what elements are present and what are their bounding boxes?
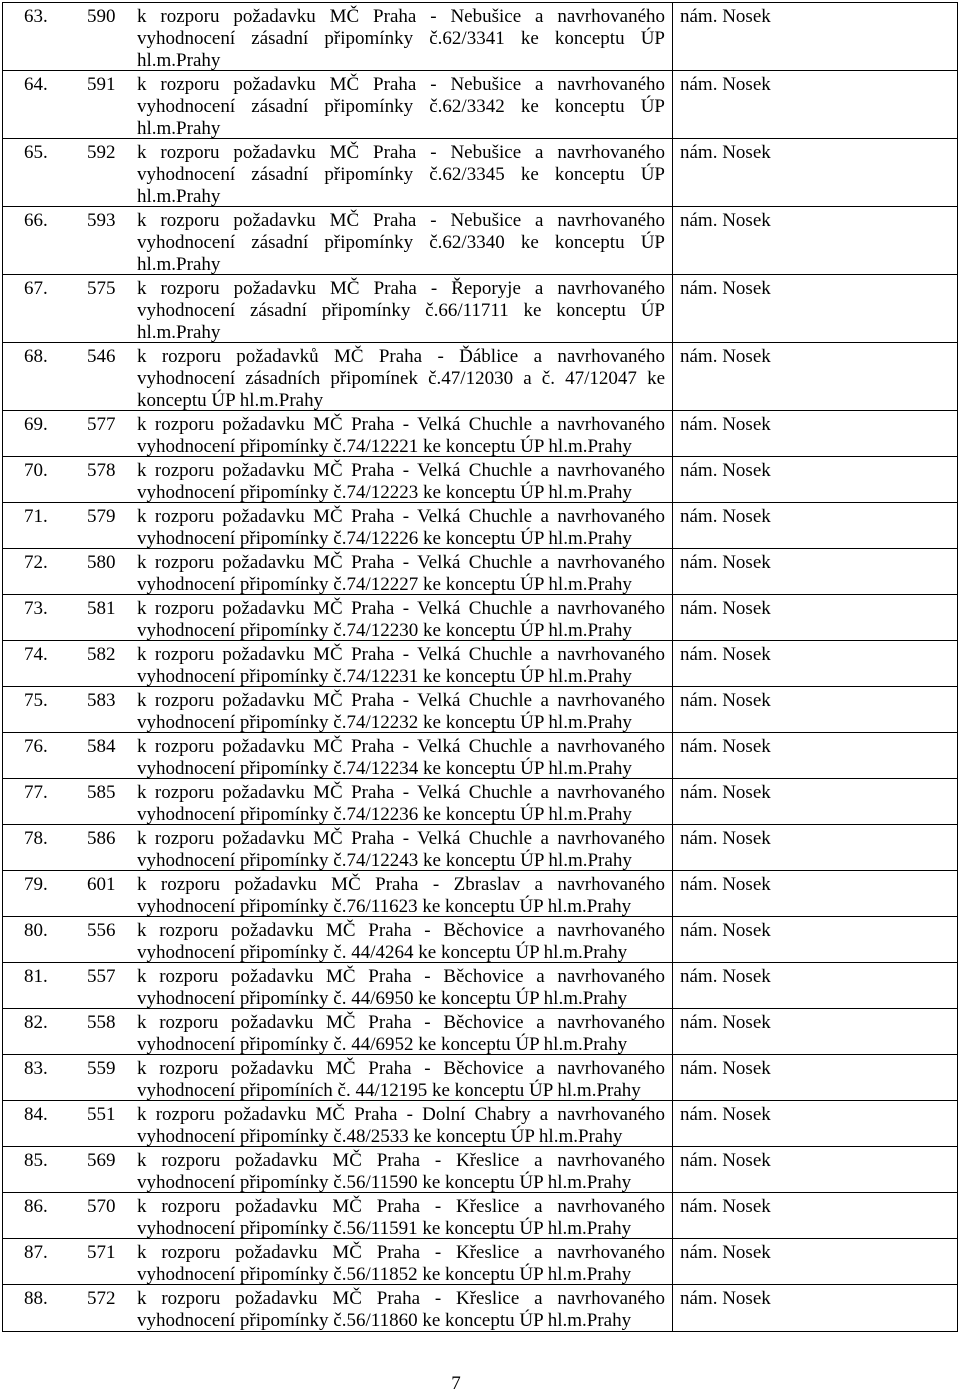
responsible-person: nám. Nosek: [680, 966, 771, 987]
description-line: k rozporu požadavku MČ Praha - Běchovice a navrhovaného: [137, 1058, 665, 1079]
responsible-person: nám. Nosek: [680, 1242, 771, 1263]
table-row: [3, 1009, 957, 1055]
responsible-person: nám. Nosek: [680, 552, 771, 573]
responsible-cell: [672, 1193, 957, 1238]
description-line: vyhodnocení zásadní připomínky č.62/3341 ke konceptu ÚP: [137, 28, 665, 49]
number-cell: [3, 779, 133, 824]
table-row: [3, 1285, 957, 1331]
description-line: k rozporu požadavku MČ Praha - Nebušice a navrhovaného: [137, 210, 665, 231]
row-number: 69.: [24, 414, 48, 435]
responsible-cell: [672, 503, 957, 548]
description-line: k rozporu požadavku MČ Praha - Velká Chuchle a navrhovaného: [137, 736, 665, 757]
description-cell: [137, 598, 665, 642]
table-row: [3, 503, 957, 549]
description-line: k rozporu požadavku MČ Praha - Křeslice a navrhovaného: [137, 1288, 665, 1309]
request-code: 551: [87, 1104, 116, 1125]
table-row: [3, 71, 957, 139]
description-cell: [137, 1242, 665, 1286]
row-number: 78.: [24, 828, 48, 849]
description-line: k rozporu požadavku MČ Praha - Dolní Chabry a navrhovaného: [137, 1104, 665, 1125]
description-line: vyhodnocení připomínky č. 44/4264 ke konceptu ÚP hl.m.Prahy: [137, 942, 628, 963]
request-code: 575: [87, 278, 116, 299]
description-cell: [137, 874, 665, 918]
responsible-person: nám. Nosek: [680, 506, 771, 527]
responsible-cell: [672, 963, 957, 1008]
table-row: [3, 779, 957, 825]
description-cell: [137, 1288, 665, 1332]
number-cell: [3, 457, 133, 502]
description-line: vyhodnocení zásadní připomínky č.66/11711 ke konceptu ÚP: [137, 300, 665, 321]
responsible-cell: [672, 1239, 957, 1284]
request-code: 579: [87, 506, 116, 527]
description-line: hl.m.Prahy: [137, 50, 221, 71]
responsible-cell: [672, 1055, 957, 1100]
number-cell: [3, 207, 133, 274]
number-cell: [3, 139, 133, 206]
request-code: 590: [87, 6, 116, 27]
responsible-person: nám. Nosek: [680, 644, 771, 665]
request-code: 585: [87, 782, 116, 803]
row-number: 70.: [24, 460, 48, 481]
table-row: [3, 917, 957, 963]
responsible-cell: [672, 71, 957, 138]
description-line: vyhodnocení připomínky č. 44/6952 ke konceptu ÚP hl.m.Prahy: [137, 1034, 628, 1055]
description-line: vyhodnocení připomínky č.74/12232 ke konceptu ÚP hl.m.Prahy: [137, 712, 632, 733]
row-number: 71.: [24, 506, 48, 527]
table-row: [3, 207, 957, 275]
responsible-person: nám. Nosek: [680, 278, 771, 299]
responsible-cell: [672, 733, 957, 778]
description-cell: [137, 460, 665, 504]
responsible-cell: [672, 779, 957, 824]
responsible-cell: [672, 549, 957, 594]
responsible-cell: [672, 641, 957, 686]
responsible-cell: [672, 207, 957, 274]
number-cell: [3, 1147, 133, 1192]
responsible-person: nám. Nosek: [680, 1288, 771, 1309]
description-cell: [137, 1150, 665, 1194]
number-cell: [3, 871, 133, 916]
description-cell: [137, 6, 665, 72]
responsible-person: nám. Nosek: [680, 414, 771, 435]
row-number: 79.: [24, 874, 48, 895]
responsible-person: nám. Nosek: [680, 920, 771, 941]
responsible-cell: [672, 1009, 957, 1054]
description-line: k rozporu požadavku MČ Praha - Křeslice a navrhovaného: [137, 1150, 665, 1171]
description-cell: [137, 506, 665, 550]
number-cell: [3, 275, 133, 342]
request-code: 558: [87, 1012, 116, 1033]
request-code: 582: [87, 644, 116, 665]
number-cell: [3, 687, 133, 732]
description-line: vyhodnocení připomínky č.74/12234 ke konceptu ÚP hl.m.Prahy: [137, 758, 632, 779]
table-row: [3, 641, 957, 687]
request-code: 569: [87, 1150, 116, 1171]
row-number: 75.: [24, 690, 48, 711]
responsible-person: nám. Nosek: [680, 690, 771, 711]
request-code: 571: [87, 1242, 116, 1263]
description-line: k rozporu požadavku MČ Praha - Velká Chuchle a navrhovaného: [137, 828, 665, 849]
table-row: [3, 733, 957, 779]
description-line: vyhodnocení připomínky č.56/11590 ke konceptu ÚP hl.m.Prahy: [137, 1172, 632, 1193]
description-line: vyhodnocení připomínky č.74/12236 ke konceptu ÚP hl.m.Prahy: [137, 804, 632, 825]
description-cell: [137, 1058, 665, 1102]
row-number: 63.: [24, 6, 48, 27]
responsible-person: nám. Nosek: [680, 346, 771, 367]
request-code: 578: [87, 460, 116, 481]
description-line: hl.m.Prahy: [137, 322, 221, 343]
request-code: 592: [87, 142, 116, 163]
request-code: 581: [87, 598, 116, 619]
description-line: vyhodnocení připomínky č.74/12223 ke konceptu ÚP hl.m.Prahy: [137, 482, 632, 503]
description-line: k rozporu požadavku MČ Praha - Velká Chuchle a navrhovaného: [137, 460, 665, 481]
row-number: 67.: [24, 278, 48, 299]
row-number: 76.: [24, 736, 48, 757]
description-cell: [137, 920, 665, 964]
description-line: k rozporu požadavku MČ Praha - Běchovice a navrhovaného: [137, 1012, 665, 1033]
number-cell: [3, 963, 133, 1008]
number-cell: [3, 1239, 133, 1284]
table-row: [3, 411, 957, 457]
row-number: 82.: [24, 1012, 48, 1033]
row-number: 64.: [24, 74, 48, 95]
number-cell: [3, 411, 133, 456]
description-line: vyhodnocení připomínky č.56/11591 ke konceptu ÚP hl.m.Prahy: [137, 1218, 632, 1239]
description-line: k rozporu požadavku MČ Praha - Velká Chuchle a navrhovaného: [137, 782, 665, 803]
description-cell: [137, 1012, 665, 1056]
description-line: vyhodnocení připomínky č.74/12243 ke konceptu ÚP hl.m.Prahy: [137, 850, 632, 871]
responsible-person: nám. Nosek: [680, 210, 771, 231]
responsible-person: nám. Nosek: [680, 1196, 771, 1217]
table-row: [3, 457, 957, 503]
row-number: 88.: [24, 1288, 48, 1309]
number-cell: [3, 595, 133, 640]
description-line: vyhodnocení připomínky č.56/11852 ke konceptu ÚP hl.m.Prahy: [137, 1264, 632, 1285]
row-number: 72.: [24, 552, 48, 573]
description-line: vyhodnocení zásadní připomínky č.62/3340 ke konceptu ÚP: [137, 232, 665, 253]
responsible-person: nám. Nosek: [680, 1150, 771, 1171]
responsible-cell: [672, 457, 957, 502]
responsible-person: nám. Nosek: [680, 142, 771, 163]
number-cell: [3, 733, 133, 778]
table-row: [3, 871, 957, 917]
request-code: 557: [87, 966, 116, 987]
row-number: 68.: [24, 346, 48, 367]
responsible-person: nám. Nosek: [680, 460, 771, 481]
responsible-person: nám. Nosek: [680, 74, 771, 95]
description-line: konceptu ÚP hl.m.Prahy: [137, 390, 324, 411]
row-number: 77.: [24, 782, 48, 803]
table-row: [3, 825, 957, 871]
request-code: 580: [87, 552, 116, 573]
description-line: k rozporu požadavku MČ Praha - Křeslice a navrhovaného: [137, 1196, 665, 1217]
row-number: 85.: [24, 1150, 48, 1171]
responsible-cell: [672, 871, 957, 916]
table-row: [3, 1101, 957, 1147]
row-number: 73.: [24, 598, 48, 619]
number-cell: [3, 825, 133, 870]
row-number: 66.: [24, 210, 48, 231]
description-line: vyhodnocení připomíních č. 44/12195 ke konceptu ÚP hl.m.Prahy: [137, 1080, 641, 1101]
table-row: [3, 549, 957, 595]
number-cell: [3, 1009, 133, 1054]
description-line: hl.m.Prahy: [137, 186, 221, 207]
description-cell: [137, 210, 665, 276]
request-code: 556: [87, 920, 116, 941]
responsible-person: nám. Nosek: [680, 874, 771, 895]
responsible-cell: [672, 411, 957, 456]
description-line: k rozporu požadavku MČ Praha - Řeporyje a navrhovaného: [137, 278, 665, 299]
description-line: vyhodnocení připomínky č.74/12230 ke konceptu ÚP hl.m.Prahy: [137, 620, 632, 641]
description-line: k rozporu požadavku MČ Praha - Křeslice a navrhovaného: [137, 1242, 665, 1263]
request-code: 591: [87, 74, 116, 95]
description-line: k rozporu požadavku MČ Praha - Velká Chuchle a navrhovaného: [137, 598, 665, 619]
number-cell: [3, 71, 133, 138]
description-line: vyhodnocení připomínky č.56/11860 ke konceptu ÚP hl.m.Prahy: [137, 1310, 632, 1331]
description-cell: [137, 278, 665, 344]
row-number: 83.: [24, 1058, 48, 1079]
number-cell: [3, 1101, 133, 1146]
description-cell: [137, 1104, 665, 1148]
description-line: k rozporu požadavků MČ Praha - Ďáblice a navrhovaného: [137, 346, 665, 367]
row-number: 81.: [24, 966, 48, 987]
request-code: 577: [87, 414, 116, 435]
description-cell: [137, 828, 665, 872]
table-row: [3, 1193, 957, 1239]
description-line: vyhodnocení připomínky č.74/12227 ke konceptu ÚP hl.m.Prahy: [137, 574, 632, 595]
description-line: k rozporu požadavku MČ Praha - Velká Chuchle a navrhovaného: [137, 414, 665, 435]
responsible-person: nám. Nosek: [680, 6, 771, 27]
number-cell: [3, 641, 133, 686]
description-cell: [137, 690, 665, 734]
description-line: k rozporu požadavku MČ Praha - Zbraslav a navrhovaného: [137, 874, 665, 895]
description-line: vyhodnocení zásadních připomínek č.47/12030 a č. 47/12047 ke: [137, 368, 665, 389]
description-cell: [137, 142, 665, 208]
request-code: 586: [87, 828, 116, 849]
table-row: [3, 343, 957, 411]
description-line: k rozporu požadavku MČ Praha - Velká Chuchle a navrhovaného: [137, 690, 665, 711]
description-line: vyhodnocení připomínky č.74/12231 ke konceptu ÚP hl.m.Prahy: [137, 666, 632, 687]
number-cell: [3, 549, 133, 594]
responsible-cell: [672, 687, 957, 732]
responsible-person: nám. Nosek: [680, 828, 771, 849]
description-cell: [137, 966, 665, 1010]
description-line: k rozporu požadavku MČ Praha - Běchovice a navrhovaného: [137, 920, 665, 941]
responsible-cell: [672, 3, 957, 70]
responsible-person: nám. Nosek: [680, 1058, 771, 1079]
row-number: 86.: [24, 1196, 48, 1217]
responsible-cell: [672, 1285, 957, 1331]
description-line: k rozporu požadavku MČ Praha - Běchovice a navrhovaného: [137, 966, 665, 987]
table-row: [3, 1147, 957, 1193]
table-row: [3, 687, 957, 733]
description-line: vyhodnocení zásadní připomínky č.62/3342 ke konceptu ÚP: [137, 96, 665, 117]
responsible-cell: [672, 917, 957, 962]
description-line: k rozporu požadavku MČ Praha - Nebušice a navrhovaného: [137, 74, 665, 95]
table-row: [3, 963, 957, 1009]
description-line: k rozporu požadavku MČ Praha - Velká Chuchle a navrhovaného: [137, 506, 665, 527]
responsible-cell: [672, 595, 957, 640]
number-cell: [3, 1055, 133, 1100]
table-row: [3, 275, 957, 343]
description-line: hl.m.Prahy: [137, 118, 221, 139]
request-code: 546: [87, 346, 116, 367]
responsible-cell: [672, 275, 957, 342]
page-number: 7: [451, 1373, 461, 1394]
responsible-cell: [672, 139, 957, 206]
number-cell: [3, 1193, 133, 1238]
row-number: 84.: [24, 1104, 48, 1125]
description-line: k rozporu požadavku MČ Praha - Velká Chuchle a navrhovaného: [137, 644, 665, 665]
responsible-person: nám. Nosek: [680, 1012, 771, 1033]
request-code: 583: [87, 690, 116, 711]
row-number: 65.: [24, 142, 48, 163]
number-cell: [3, 503, 133, 548]
row-number: 87.: [24, 1242, 48, 1263]
description-cell: [137, 552, 665, 596]
description-line: vyhodnocení připomínky č.76/11623 ke konceptu ÚP hl.m.Prahy: [137, 896, 632, 917]
responsible-person: nám. Nosek: [680, 598, 771, 619]
description-line: k rozporu požadavku MČ Praha - Velká Chuchle a navrhovaného: [137, 552, 665, 573]
description-cell: [137, 736, 665, 780]
responsible-cell: [672, 1101, 957, 1146]
number-cell: [3, 917, 133, 962]
responsible-cell: [672, 343, 957, 410]
description-cell: [137, 414, 665, 458]
responsible-person: nám. Nosek: [680, 782, 771, 803]
table-row: [3, 1055, 957, 1101]
responsible-person: nám. Nosek: [680, 1104, 771, 1125]
description-line: vyhodnocení připomínky č. 44/6950 ke konceptu ÚP hl.m.Prahy: [137, 988, 628, 1009]
row-number: 80.: [24, 920, 48, 941]
table-row: [3, 1239, 957, 1285]
description-cell: [137, 346, 665, 412]
description-line: hl.m.Prahy: [137, 254, 221, 275]
request-code: 570: [87, 1196, 116, 1217]
request-code: 559: [87, 1058, 116, 1079]
description-line: k rozporu požadavku MČ Praha - Nebušice a navrhovaného: [137, 6, 665, 27]
table-row: [3, 3, 957, 71]
request-code: 593: [87, 210, 116, 231]
request-code: 584: [87, 736, 116, 757]
description-cell: [137, 644, 665, 688]
description-cell: [137, 74, 665, 140]
description-line: vyhodnocení připomínky č.48/2533 ke konceptu ÚP hl.m.Prahy: [137, 1126, 623, 1147]
disputes-table: [2, 2, 958, 1332]
description-cell: [137, 782, 665, 826]
description-line: vyhodnocení připomínky č.74/12221 ke konceptu ÚP hl.m.Prahy: [137, 436, 632, 457]
responsible-person: nám. Nosek: [680, 736, 771, 757]
description-line: vyhodnocení zásadní připomínky č.62/3345 ke konceptu ÚP: [137, 164, 665, 185]
responsible-cell: [672, 1147, 957, 1192]
number-cell: [3, 3, 133, 70]
request-code: 601: [87, 874, 116, 895]
number-cell: [3, 1285, 133, 1331]
description-cell: [137, 1196, 665, 1240]
number-cell: [3, 343, 133, 410]
responsible-cell: [672, 825, 957, 870]
table-row: [3, 139, 957, 207]
row-number: 74.: [24, 644, 48, 665]
table-row: [3, 595, 957, 641]
description-line: vyhodnocení připomínky č.74/12226 ke konceptu ÚP hl.m.Prahy: [137, 528, 632, 549]
description-line: k rozporu požadavku MČ Praha - Nebušice a navrhovaného: [137, 142, 665, 163]
request-code: 572: [87, 1288, 116, 1309]
